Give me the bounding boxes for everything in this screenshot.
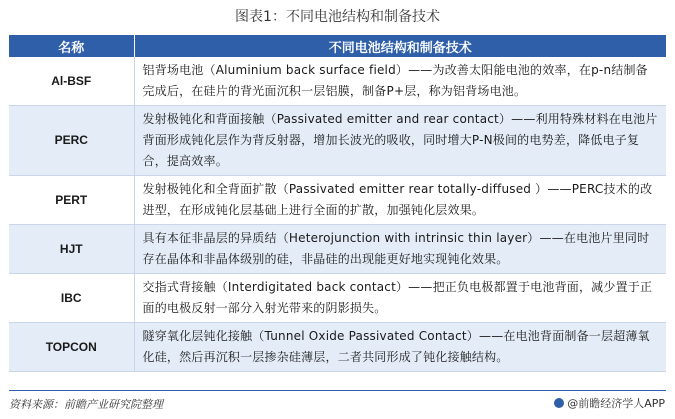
cell-name: HJT (9, 225, 134, 274)
footer-divider (9, 390, 666, 391)
cell-name: Al-BSF (9, 57, 134, 106)
brand-credit (554, 395, 665, 411)
figure-title: 图表1：不同电池结构和制备技术 (235, 9, 440, 25)
brand-logo-icon (554, 398, 564, 408)
technology-table (9, 35, 666, 372)
table-header-row (9, 35, 666, 57)
cell-description: 铝背场电池（Aluminium back surface field）——为改善太阳能电池的效率，在p-n结制备完成后，在硅片的背光面沉积一层铝膜，制备P+层，称为铝背场电池。 (134, 57, 666, 106)
cell-description: 发射极钝化和全背面扩散（Passivated emitter rear totally-diffused ）——PERC技术的改进型，在形成钝化层基础上进行全面的扩散，加强钝化层效果。 (134, 176, 666, 225)
cell-description: 发射极钝化和背面接触（Passivated emitter and rear contact）——利用特殊材料在电池片背面形成钝化层作为背反射器，增加长波光的吸收，同时增大P-N极间的电势差，降低电子复合，提高效率。 (134, 106, 666, 176)
cell-name: TOPCON (9, 323, 134, 372)
column-header-description: 不同电池结构和制备技术 (134, 35, 666, 57)
table-row (9, 57, 666, 106)
table-row (9, 225, 666, 274)
source-note: 资料来源：前瞻产业研究院整理 (9, 398, 163, 411)
table-row (9, 274, 666, 323)
cell-description: 隧穿氧化层钝化接触（Tunnel Oxide Passivated Contact）——在电池背面制备一层超薄氧化硅，然后再沉积一层掺杂硅薄层，二者共同形成了钝化接触结构。 (134, 323, 666, 372)
brand-label: @前瞻经济学人APP (567, 397, 665, 410)
cell-name: PERC (9, 106, 134, 176)
cell-name: IBC (9, 274, 134, 323)
cell-description: 交指式背接触（Interdigitated back contact）——把正负电极都置于电池背面，减少置于正面的电极反射一部分入射光带来的阴影损失。 (134, 274, 666, 323)
table-row (9, 323, 666, 372)
table-row (9, 176, 666, 225)
column-header-name: 名称 (9, 35, 134, 57)
cell-description: 具有本征非晶层的异质结（Heterojunction with intrinsic thin layer）——在电池片里同时存在晶体和非晶体级别的硅，非晶硅的出现能更好地实现钝化效果。 (134, 225, 666, 274)
cell-name: PERT (9, 176, 134, 225)
table-row (9, 106, 666, 176)
